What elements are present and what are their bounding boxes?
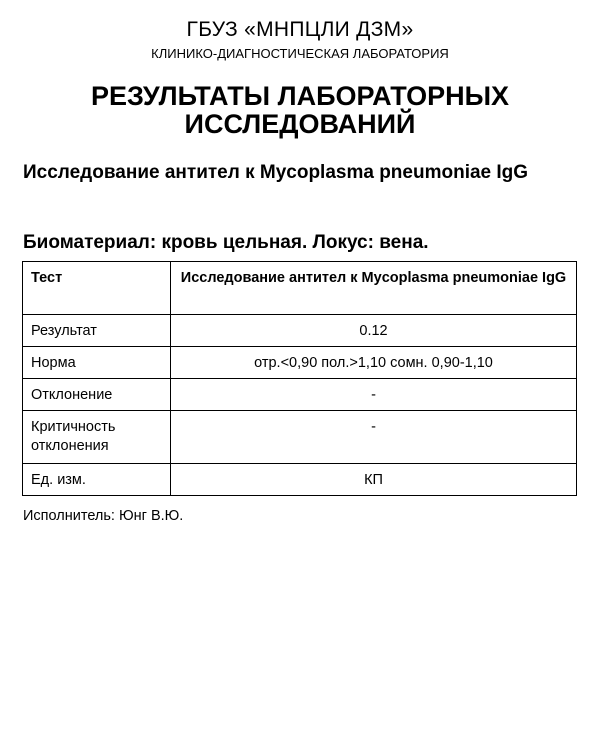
table-row <box>23 411 577 464</box>
biomaterial-line: Биоматериал: кровь цельная. Локус: вена. <box>23 232 429 253</box>
header-cell-study: Исследование антител к Mycoplasma pneumoniae IgG <box>171 262 577 315</box>
row-label-deviation: Отклонение <box>23 379 171 411</box>
header-cell-test: Тест <box>23 262 171 315</box>
performer-line: Исполнитель: Юнг В.Ю. <box>23 508 184 524</box>
table-row <box>23 347 577 379</box>
laboratory-name: КЛИНИКО-ДИАГНОСТИЧЕСКАЯ ЛАБОРАТОРИЯ <box>151 46 449 61</box>
study-title: Исследование антител к Mycoplasma pneumoniae IgG <box>23 162 529 183</box>
row-label-result: Результат <box>23 315 171 347</box>
row-value-criticality: - <box>171 411 577 464</box>
table-row <box>23 464 577 496</box>
organization-name: ГБУЗ «МНПЦЛИ ДЗМ» <box>186 18 414 41</box>
row-value-units: КП <box>171 464 577 496</box>
row-label-criticality: Критичность отклонения <box>23 411 171 464</box>
row-value-norm: отр.<0,90 пол.>1,10 сомн. 0,90-1,10 <box>171 347 577 379</box>
table-row <box>23 379 577 411</box>
row-value-result: 0.12 <box>171 315 577 347</box>
row-label-units: Ед. изм. <box>23 464 171 496</box>
row-label-norm: Норма <box>23 347 171 379</box>
table-row <box>23 315 577 347</box>
row-value-deviation: - <box>171 379 577 411</box>
table-header-row <box>23 262 577 315</box>
report-title: РЕЗУЛЬТАТЫ ЛАБОРАТОРНЫХ ИССЛЕДОВАНИЙ <box>90 81 510 139</box>
results-table <box>22 261 577 496</box>
